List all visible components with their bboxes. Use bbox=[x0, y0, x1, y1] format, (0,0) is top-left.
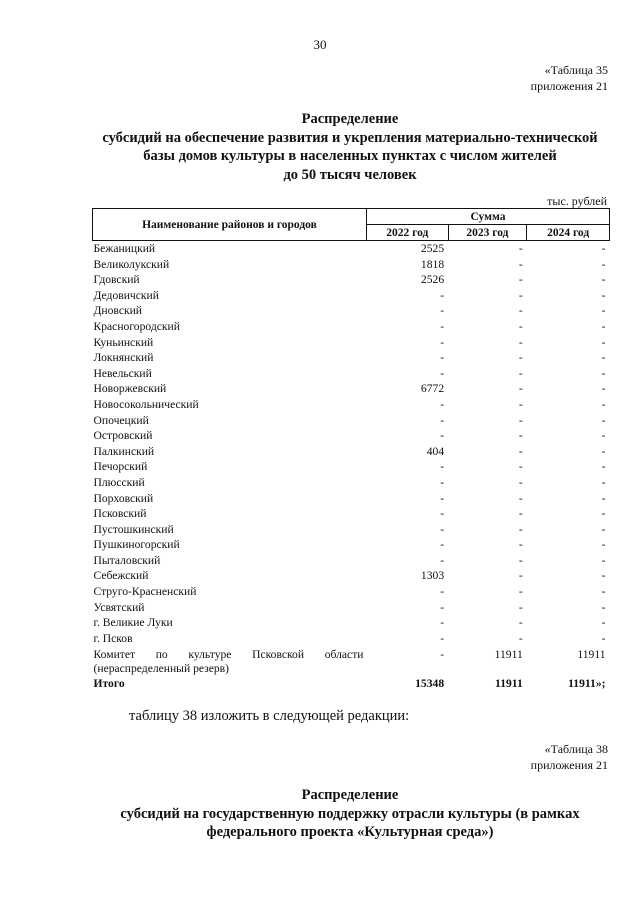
committee-name-line bbox=[94, 648, 364, 662]
value-2024: - bbox=[601, 242, 606, 255]
value-2022: 404 bbox=[426, 444, 445, 458]
title-line: до 50 тысяч человек bbox=[283, 166, 417, 183]
value-2022: - bbox=[440, 553, 445, 567]
table-row bbox=[93, 272, 610, 288]
value-2022: 1818 bbox=[420, 257, 445, 271]
value-2024: - bbox=[601, 335, 606, 349]
value-2022: - bbox=[440, 304, 445, 318]
value-2024: - bbox=[601, 616, 606, 630]
district-name: Псковский bbox=[93, 507, 147, 521]
district-name: Палкинский bbox=[93, 444, 155, 458]
value-2022: - bbox=[440, 631, 445, 645]
total-label: Итого bbox=[93, 677, 125, 691]
district-name: Куньинский bbox=[93, 335, 154, 349]
value-2024: - bbox=[601, 304, 606, 318]
table-row bbox=[93, 428, 610, 444]
table-reference-top bbox=[531, 62, 608, 94]
value-2022: - bbox=[440, 319, 445, 333]
value-2024: - bbox=[601, 288, 606, 302]
value-2023: - bbox=[518, 631, 523, 645]
value-2023: 11911 bbox=[494, 648, 523, 662]
value-2024: - bbox=[601, 397, 606, 411]
district-name: Красногородский bbox=[93, 319, 180, 333]
table-row bbox=[93, 584, 610, 600]
value-2024: - bbox=[601, 538, 606, 552]
table-body bbox=[93, 241, 610, 693]
value-2023: - bbox=[518, 397, 523, 411]
value-2024: - bbox=[601, 444, 606, 458]
title-line: Распределение bbox=[301, 787, 399, 803]
value-2023: - bbox=[518, 553, 523, 567]
total-2023: 11911 bbox=[495, 677, 523, 691]
value-2022: - bbox=[440, 475, 445, 489]
value-2023: - bbox=[518, 351, 523, 365]
total-2022: 15348 bbox=[415, 677, 445, 691]
table-row bbox=[93, 491, 610, 507]
committee-name bbox=[93, 646, 367, 676]
table-row bbox=[93, 522, 610, 538]
district-name: Плюсский bbox=[93, 475, 145, 489]
title-line: федерального проекта «Культурная среда») bbox=[206, 824, 494, 840]
total-2024: 11911»; bbox=[568, 677, 606, 691]
table-row bbox=[93, 288, 610, 304]
district-name: Струго-Красненский bbox=[93, 585, 197, 599]
value-2023: - bbox=[518, 257, 523, 271]
value-2024: - bbox=[601, 257, 606, 271]
committee-word: по bbox=[155, 648, 168, 662]
value-2024: - bbox=[601, 569, 606, 583]
value-2023: - bbox=[518, 475, 523, 489]
value-2022: 2525 bbox=[420, 242, 445, 255]
instruction-text: таблицу 38 изложить в следующей редакции: bbox=[129, 708, 410, 724]
title-line: субсидий на государственную поддержку отрасли культуры (в рамках bbox=[120, 805, 580, 822]
value-2022: - bbox=[440, 600, 445, 614]
value-2022: - bbox=[440, 522, 445, 536]
table-row bbox=[93, 506, 610, 522]
committee-word: области bbox=[324, 648, 364, 662]
value-2022: - bbox=[440, 335, 445, 349]
table-row bbox=[93, 257, 610, 273]
district-name: Порховский bbox=[93, 491, 154, 505]
title-line: субсидий на обеспечение развития и укрепления материально-технической bbox=[102, 129, 598, 146]
table-row bbox=[93, 366, 610, 382]
value-2023: - bbox=[518, 288, 523, 302]
value-2024: - bbox=[601, 585, 606, 599]
value-2023: - bbox=[518, 319, 523, 333]
table-row bbox=[93, 303, 610, 319]
table-row bbox=[93, 600, 610, 616]
table-row bbox=[93, 350, 610, 366]
column-header-name: Наименование районов и городов bbox=[93, 209, 367, 241]
value-2023: - bbox=[518, 444, 523, 458]
district-name: Печорский bbox=[93, 460, 148, 474]
table-reference-line: «Таблица 35 bbox=[544, 63, 608, 77]
value-2024: - bbox=[601, 507, 606, 521]
district-name: г. Псков bbox=[93, 631, 133, 645]
value-2022: - bbox=[440, 507, 445, 521]
value-2022: - bbox=[440, 397, 445, 411]
table-reference-line: «Таблица 38 bbox=[544, 742, 608, 756]
value-2023: - bbox=[518, 382, 523, 396]
table-row bbox=[93, 444, 610, 460]
value-2022: 2526 bbox=[420, 273, 445, 287]
committee-word: Псковской bbox=[252, 648, 305, 662]
value-2023: - bbox=[518, 569, 523, 583]
value-2023: - bbox=[518, 491, 523, 505]
value-2022: - bbox=[440, 413, 445, 427]
total-row bbox=[93, 676, 610, 692]
value-2024: - bbox=[601, 413, 606, 427]
value-2022: - bbox=[440, 366, 445, 380]
title-line: Распределение bbox=[301, 111, 399, 127]
table-row bbox=[93, 381, 610, 397]
district-name: Дновский bbox=[93, 304, 143, 318]
value-2023: - bbox=[518, 585, 523, 599]
table-row bbox=[93, 319, 610, 335]
value-2022: - bbox=[440, 491, 445, 505]
value-2024: - bbox=[601, 319, 606, 333]
page-number: 30 bbox=[313, 37, 327, 52]
subsidy-table bbox=[92, 208, 610, 692]
district-name: Новоржевский bbox=[93, 382, 167, 396]
value-2024: - bbox=[601, 522, 606, 536]
value-2023: - bbox=[518, 335, 523, 349]
table-row bbox=[93, 459, 610, 475]
value-2023: - bbox=[518, 304, 523, 318]
value-2023: - bbox=[518, 460, 523, 474]
value-2024: - bbox=[601, 553, 606, 567]
value-2022: - bbox=[440, 351, 445, 365]
value-2024: - bbox=[601, 273, 606, 287]
value-2022: - bbox=[440, 648, 445, 662]
value-2023: - bbox=[518, 242, 523, 255]
table-row bbox=[93, 537, 610, 553]
value-2022: - bbox=[440, 429, 445, 443]
value-2024: - bbox=[601, 366, 606, 380]
title-line: базы домов культуры в населенных пунктах с числом жителей bbox=[143, 148, 557, 164]
value-2022: - bbox=[440, 538, 445, 552]
value-2022: 6772 bbox=[420, 382, 445, 396]
appendix-reference-line: приложения 21 bbox=[530, 758, 608, 772]
committee-row bbox=[93, 646, 610, 676]
table-row bbox=[93, 335, 610, 351]
units-label: тыс. рублей bbox=[547, 194, 607, 208]
value-2024: - bbox=[601, 351, 606, 365]
committee-word: Комитет bbox=[93, 648, 136, 662]
value-2023: - bbox=[518, 522, 523, 536]
value-2022: - bbox=[440, 585, 445, 599]
district-name: Опочецкий bbox=[93, 413, 149, 427]
column-header-year: 2022 год bbox=[366, 225, 448, 241]
value-2023: - bbox=[518, 507, 523, 521]
district-name: Дедовичский bbox=[93, 288, 159, 302]
district-name: Бежаницкий bbox=[93, 242, 156, 255]
district-name: г. Великие Луки bbox=[93, 616, 173, 630]
column-header-year: 2024 год bbox=[527, 225, 610, 241]
value-2024: - bbox=[601, 631, 606, 645]
document-title bbox=[60, 110, 640, 184]
table-row bbox=[93, 568, 610, 584]
value-2024: 11911 bbox=[577, 648, 606, 662]
value-2023: - bbox=[518, 273, 523, 287]
table-reference-bottom bbox=[531, 741, 608, 773]
district-name: Гдовский bbox=[93, 273, 140, 287]
column-header-sum: Сумма bbox=[366, 209, 609, 225]
table-row bbox=[93, 553, 610, 569]
committee-word: культуре bbox=[188, 648, 232, 662]
district-name: Невельский bbox=[93, 366, 152, 380]
value-2023: - bbox=[518, 413, 523, 427]
value-2024: - bbox=[601, 491, 606, 505]
table-row bbox=[93, 475, 610, 491]
committee-name-line: (нераспределенный резерв) bbox=[93, 662, 230, 676]
district-name: Пушкиногорский bbox=[93, 538, 180, 552]
value-2024: - bbox=[601, 429, 606, 443]
table-row bbox=[93, 631, 610, 647]
district-name: Усвятский bbox=[93, 600, 145, 614]
district-name: Локнянский bbox=[93, 351, 154, 365]
value-2022: - bbox=[440, 288, 445, 302]
table-row bbox=[93, 397, 610, 413]
district-name: Новосокольнический bbox=[93, 397, 199, 411]
second-title bbox=[60, 786, 640, 842]
value-2022: - bbox=[440, 616, 445, 630]
value-2024: - bbox=[601, 475, 606, 489]
value-2024: - bbox=[601, 382, 606, 396]
table-row bbox=[93, 241, 610, 257]
district-name: Пустошкинский bbox=[93, 522, 174, 536]
column-header-year: 2023 год bbox=[448, 225, 527, 241]
value-2022: - bbox=[440, 460, 445, 474]
table-row bbox=[93, 615, 610, 631]
district-name: Себежский bbox=[93, 569, 149, 583]
appendix-reference-line: приложения 21 bbox=[530, 79, 608, 93]
value-2023: - bbox=[518, 616, 523, 630]
value-2024: - bbox=[601, 600, 606, 614]
value-2022: 1303 bbox=[420, 569, 445, 583]
value-2024: - bbox=[601, 460, 606, 474]
district-name: Пыталовский bbox=[93, 553, 161, 567]
value-2023: - bbox=[518, 366, 523, 380]
district-name: Островский bbox=[93, 429, 153, 443]
table-row bbox=[93, 413, 610, 429]
district-name: Великолукский bbox=[93, 257, 170, 271]
value-2023: - bbox=[518, 600, 523, 614]
value-2023: - bbox=[518, 429, 523, 443]
value-2023: - bbox=[518, 538, 523, 552]
